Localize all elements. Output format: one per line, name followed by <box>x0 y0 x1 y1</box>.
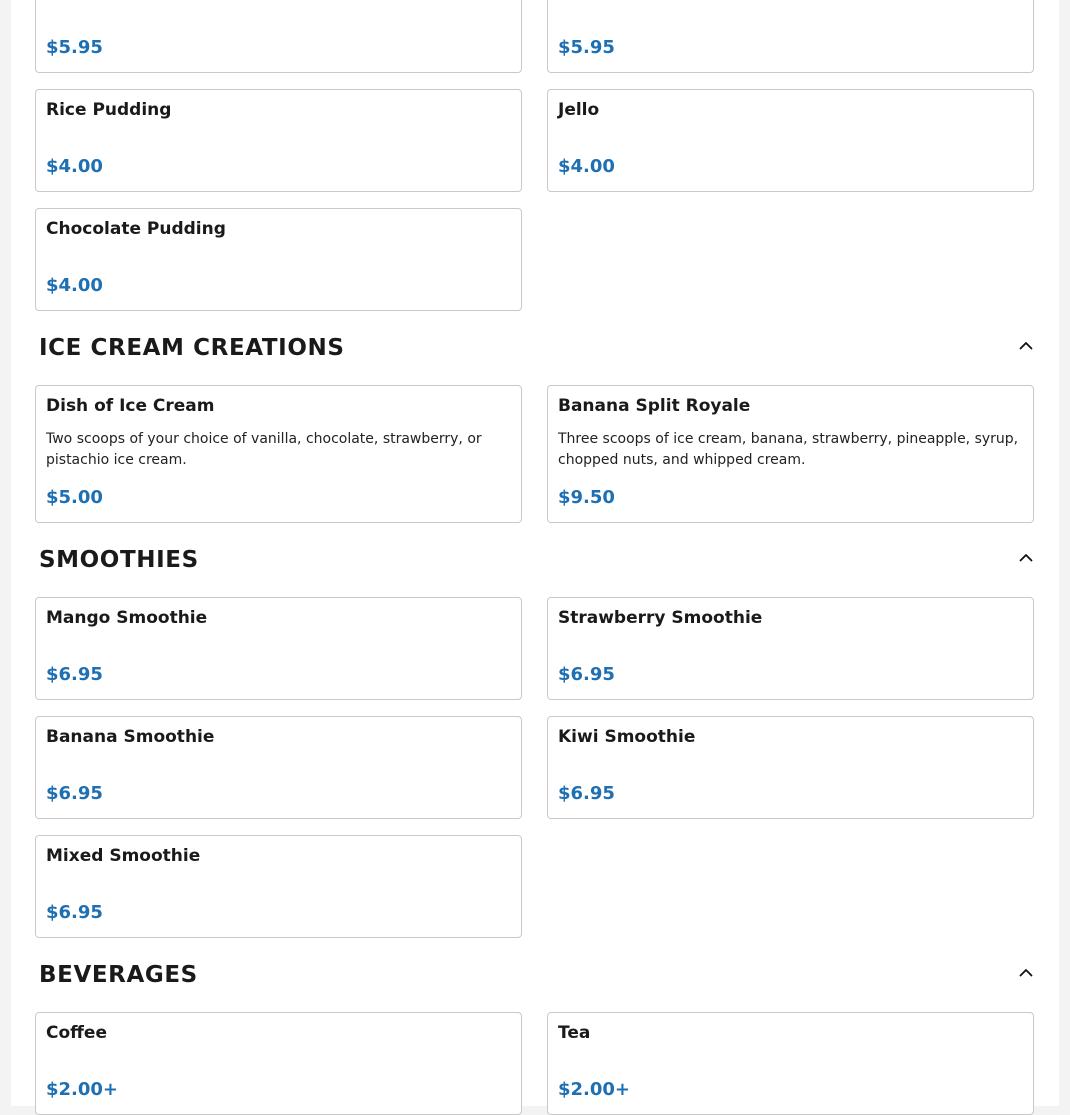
item-price: $6.95 <box>46 902 103 923</box>
menu-item-card[interactable] <box>35 89 522 192</box>
item-price: $5.95 <box>558 37 615 58</box>
beverages-grid <box>35 1012 1034 1115</box>
item-description: Two scoops of your choice of vanilla, chocolate, strawberry, or pistachio ice cream. <box>46 431 482 468</box>
menu-item-card[interactable] <box>35 208 522 311</box>
item-description: Three scoops of ice cream, banana, strawberry, pineapple, syrup, chopped nuts, and whipped cream. <box>558 431 1019 468</box>
menu-item-card[interactable] <box>547 385 1034 523</box>
item-price: $4.00 <box>558 156 615 177</box>
item-price: $9.50 <box>558 487 615 508</box>
beverages-section <box>11 938 1059 1115</box>
item-name: Coffee <box>46 1023 107 1043</box>
item-name: Jello <box>558 100 600 120</box>
item-name <box>46 0 511 2</box>
section-title: BEVERAGES <box>39 961 198 988</box>
chevron-up-icon[interactable] <box>1018 337 1034 353</box>
section-header <box>35 938 1034 1012</box>
item-price: $4.00 <box>46 156 103 177</box>
item-name: Chocolate Pudding <box>46 219 226 239</box>
item-price: $6.95 <box>558 783 615 804</box>
ice-cream-grid <box>35 385 1034 523</box>
item-name: Rice Pudding <box>46 100 172 120</box>
section-title: SMOOTHIES <box>39 546 199 573</box>
item-price: $6.95 <box>558 664 615 685</box>
menu-item-card[interactable] <box>35 597 522 700</box>
item-price: $6.95 <box>46 664 103 685</box>
smoothies-section <box>11 523 1059 938</box>
menu-item-card[interactable] <box>35 0 522 73</box>
chevron-up-icon[interactable] <box>1018 964 1034 980</box>
menu-item-card[interactable] <box>547 89 1034 192</box>
menu-item-card[interactable] <box>547 1012 1034 1115</box>
item-name: Tea <box>558 1023 591 1043</box>
item-name: Mixed Smoothie <box>46 846 201 866</box>
menu-item-card[interactable] <box>35 835 522 938</box>
item-name: Kiwi Smoothie <box>558 727 696 747</box>
item-price: $2.00+ <box>558 1079 631 1100</box>
menu-item-card[interactable] <box>547 597 1034 700</box>
item-name: Banana Split Royale <box>558 396 751 416</box>
item-price: $6.95 <box>46 783 103 804</box>
menu-item-card[interactable] <box>35 385 522 523</box>
item-price: $5.95 <box>46 37 103 58</box>
item-name: Dish of Ice Cream <box>46 396 215 416</box>
smoothies-grid <box>35 597 1034 938</box>
item-price: $5.00 <box>46 487 103 508</box>
item-name: Banana Smoothie <box>46 727 215 747</box>
section-header <box>35 311 1034 385</box>
section-title: ICE CREAM CREATIONS <box>39 334 345 361</box>
desserts-grid <box>35 0 1034 311</box>
menu-item-card[interactable] <box>547 716 1034 819</box>
menu-item-card[interactable] <box>35 716 522 819</box>
menu-page <box>11 0 1059 1106</box>
item-name: Mango Smoothie <box>46 608 208 628</box>
menu-item-card[interactable] <box>35 1012 522 1115</box>
menu-content <box>11 0 1059 1115</box>
chevron-up-icon[interactable] <box>1018 549 1034 565</box>
item-name: Strawberry Smoothie <box>558 608 763 628</box>
menu-item-card[interactable] <box>547 0 1034 73</box>
item-price: $2.00+ <box>46 1079 119 1100</box>
desserts-section <box>11 0 1059 311</box>
item-price: $4.00 <box>46 275 103 296</box>
section-header <box>35 523 1034 597</box>
ice-cream-section <box>11 311 1059 523</box>
